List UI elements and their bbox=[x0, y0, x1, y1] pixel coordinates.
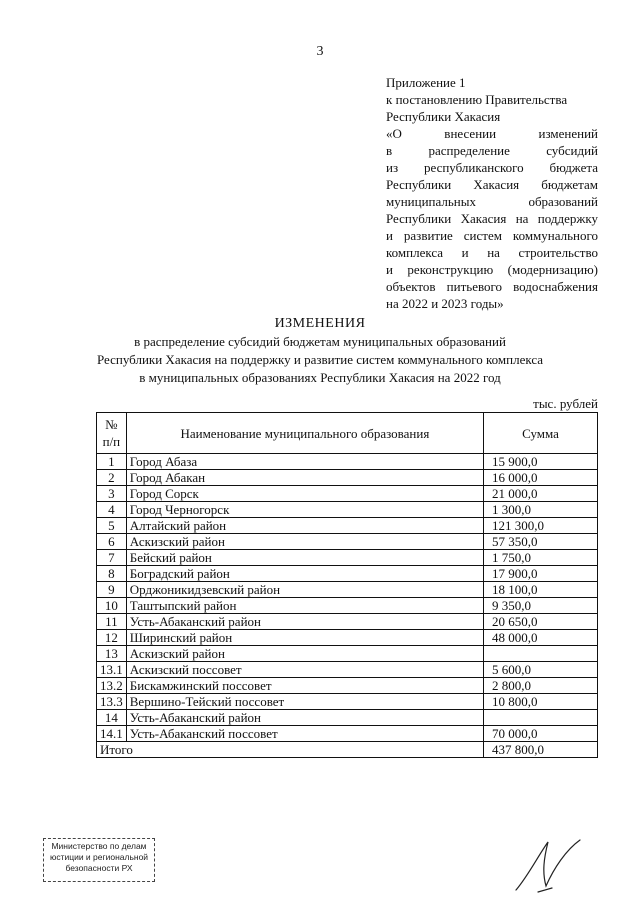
row-num: 7 bbox=[97, 550, 127, 566]
appendix-line: Приложение 1 bbox=[386, 75, 466, 90]
subtitle-line: в распределение субсидий бюджетам муниципальных образований bbox=[134, 334, 506, 349]
appendix-line: объектов питьевого водоснабжения bbox=[386, 279, 598, 294]
stamp-line: юстиции и региональной bbox=[49, 852, 149, 862]
appendix-line: «О внесении изменений bbox=[386, 126, 598, 141]
table-row bbox=[97, 566, 598, 582]
row-num: 13.3 bbox=[97, 694, 127, 710]
table-row bbox=[97, 726, 598, 742]
stamp-line: Министерство по делам bbox=[51, 841, 147, 851]
row-name: Город Абаза bbox=[126, 454, 483, 470]
row-sum: 20 650,0 bbox=[484, 614, 598, 630]
row-num: 5 bbox=[97, 518, 127, 534]
ministry-stamp bbox=[43, 838, 155, 882]
appendix-line: в распределение субсидий bbox=[386, 143, 598, 158]
table-row bbox=[97, 630, 598, 646]
row-sum: 21 000,0 bbox=[484, 486, 598, 502]
row-num: 14.1 bbox=[97, 726, 127, 742]
row-name: Город Черногорск bbox=[126, 502, 483, 518]
appendix-line: и развитие систем коммунального bbox=[386, 228, 598, 243]
table-row bbox=[97, 598, 598, 614]
appendix-line: и реконструкцию (модернизацию) bbox=[386, 262, 598, 277]
units-label: тыс. рублей bbox=[533, 396, 598, 411]
row-num: 6 bbox=[97, 534, 127, 550]
row-sum: 1 750,0 bbox=[484, 550, 598, 566]
table-row bbox=[97, 710, 598, 726]
header-sum: Сумма bbox=[484, 413, 598, 454]
table-row bbox=[97, 662, 598, 678]
row-num: 9 bbox=[97, 582, 127, 598]
row-name: Город Абакан bbox=[126, 470, 483, 486]
document-title: ИЗМЕНЕНИЯ bbox=[274, 316, 366, 331]
row-name: Аскизский район bbox=[126, 534, 483, 550]
page-number: 3 bbox=[316, 44, 324, 59]
table-row bbox=[97, 678, 598, 694]
appendix-line: из республиканского бюджета bbox=[386, 160, 598, 175]
header-num: № п/п bbox=[97, 413, 127, 454]
row-name: Бейский район bbox=[126, 550, 483, 566]
subtitle-line: в муниципальных образованиях Республики Хакасия на 2022 год bbox=[139, 370, 501, 385]
row-sum: 10 800,0 bbox=[484, 694, 598, 710]
signature bbox=[508, 836, 588, 896]
table-row bbox=[97, 470, 598, 486]
table-row bbox=[97, 550, 598, 566]
row-name: Усть-Абаканский район bbox=[126, 710, 483, 726]
appendix-header bbox=[386, 74, 598, 312]
row-num: 13.1 bbox=[97, 662, 127, 678]
table-row bbox=[97, 582, 598, 598]
total-sum: 437 800,0 bbox=[484, 742, 598, 758]
table-row bbox=[97, 502, 598, 518]
row-name: Ширинский район bbox=[126, 630, 483, 646]
row-sum: 18 100,0 bbox=[484, 582, 598, 598]
appendix-line: Республики Хакасия на поддержку bbox=[386, 211, 598, 226]
table-row bbox=[97, 518, 598, 534]
row-num: 11 bbox=[97, 614, 127, 630]
appendix-line: Республики Хакасия бюджетам bbox=[386, 177, 598, 192]
row-sum: 57 350,0 bbox=[484, 534, 598, 550]
row-sum: 1 300,0 bbox=[484, 502, 598, 518]
total-row bbox=[97, 742, 598, 758]
row-sum: 5 600,0 bbox=[484, 662, 598, 678]
row-sum: 17 900,0 bbox=[484, 566, 598, 582]
row-sum: 48 000,0 bbox=[484, 630, 598, 646]
appendix-line: к постановлению Правительства bbox=[386, 92, 568, 107]
appendix-line: муниципальных образований bbox=[386, 194, 598, 209]
stamp-line: безопасности РХ bbox=[65, 863, 133, 873]
row-sum: 121 300,0 bbox=[484, 518, 598, 534]
row-name: Орджоникидзевский район bbox=[126, 582, 483, 598]
table-row bbox=[97, 534, 598, 550]
row-num: 4 bbox=[97, 502, 127, 518]
row-name: Город Сорск bbox=[126, 486, 483, 502]
row-num: 13 bbox=[97, 646, 127, 662]
row-name: Аскизский район bbox=[126, 646, 483, 662]
row-name: Усть-Абаканский поссовет bbox=[126, 726, 483, 742]
row-num: 12 bbox=[97, 630, 127, 646]
row-sum: 70 000,0 bbox=[484, 726, 598, 742]
row-num: 3 bbox=[97, 486, 127, 502]
subsidy-table bbox=[96, 412, 598, 758]
row-num: 14 bbox=[97, 710, 127, 726]
row-sum: 9 350,0 bbox=[484, 598, 598, 614]
row-name: Таштыпский район bbox=[126, 598, 483, 614]
table-row bbox=[97, 486, 598, 502]
appendix-line: комплекса и на строительство bbox=[386, 245, 598, 260]
appendix-line: на 2022 и 2023 годы» bbox=[386, 296, 504, 311]
row-num: 13.2 bbox=[97, 678, 127, 694]
table-row bbox=[97, 614, 598, 630]
table-row bbox=[97, 454, 598, 470]
appendix-line: Республики Хакасия bbox=[386, 109, 501, 124]
table-header-row bbox=[97, 413, 598, 454]
document-subtitle bbox=[80, 333, 560, 387]
row-sum bbox=[484, 646, 598, 662]
row-sum bbox=[484, 710, 598, 726]
row-name: Бискамжинский поссовет bbox=[126, 678, 483, 694]
row-num: 10 bbox=[97, 598, 127, 614]
row-name: Алтайский район bbox=[126, 518, 483, 534]
row-num: 2 bbox=[97, 470, 127, 486]
row-sum: 16 000,0 bbox=[484, 470, 598, 486]
table-row bbox=[97, 646, 598, 662]
header-name: Наименование муниципального образования bbox=[126, 413, 483, 454]
subtitle-line: Республики Хакасия на поддержку и развитие систем коммунального комплекса bbox=[96, 352, 544, 367]
row-name: Аскизский поссовет bbox=[126, 662, 483, 678]
row-num: 1 bbox=[97, 454, 127, 470]
row-sum: 15 900,0 bbox=[484, 454, 598, 470]
row-name: Боградский район bbox=[126, 566, 483, 582]
total-label: Итого bbox=[97, 742, 484, 758]
row-sum: 2 800,0 bbox=[484, 678, 598, 694]
row-name: Вершино-Тейский поссовет bbox=[126, 694, 483, 710]
row-name: Усть-Абаканский район bbox=[126, 614, 483, 630]
table-row bbox=[97, 694, 598, 710]
row-num: 8 bbox=[97, 566, 127, 582]
